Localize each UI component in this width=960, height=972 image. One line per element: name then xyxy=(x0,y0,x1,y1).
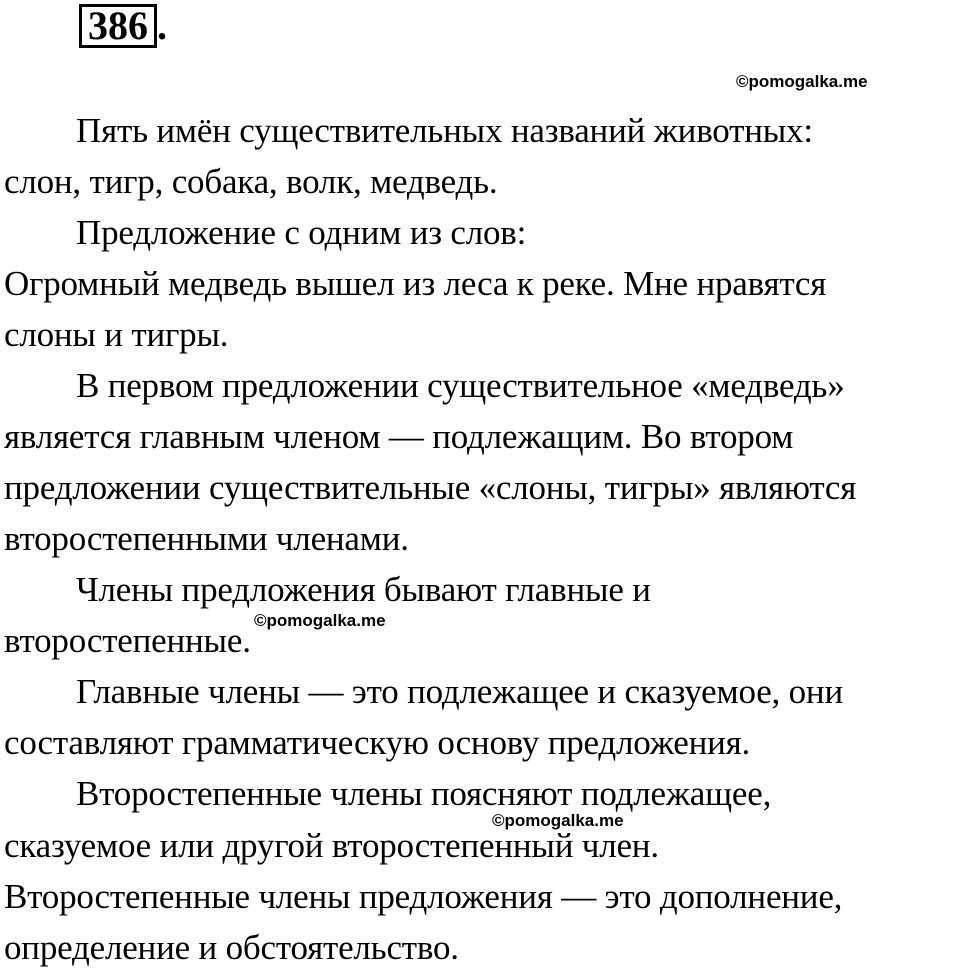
text-line-3: Предложение с одним из слов: xyxy=(76,213,527,252)
text-line-7: является главным членом — подлежащим. Во втором xyxy=(4,417,794,456)
text-line-13: составляют грамматическую основу предложения. xyxy=(4,723,751,762)
text-line-15: сказуемое или другой второстепенный член. xyxy=(4,826,659,865)
text-line-1: Пять имён существительных названий животных: xyxy=(76,111,813,150)
text-line-14: Второстепенные члены поясняют подлежащее, xyxy=(76,774,772,813)
watermark-top: ©pomogalka.me xyxy=(736,72,868,91)
task-number-dot: . xyxy=(157,3,167,48)
task-number xyxy=(79,4,167,48)
text-line-16: Второстепенные члены предложения — это дополнение, xyxy=(4,877,843,916)
text-line-4: Огромный медведь вышел из леса к реке. Мне нравятся xyxy=(4,264,827,303)
text-line-9: второстепенными членами. xyxy=(4,519,409,558)
text-line-12: Главные члены — это подлежащее и сказуемое, они xyxy=(76,672,843,711)
text-line-17: определение и обстоятельство. xyxy=(4,928,459,967)
text-line-10: Члены предложения бывают главные и xyxy=(76,570,651,609)
text-line-5: слоны и тигры. xyxy=(4,315,229,354)
text-line-2: слон, тигр, собака, волк, медведь. xyxy=(4,162,498,201)
text-line-8: предложении существительные «слоны, тигры» являются xyxy=(4,468,857,507)
text-line-6: В первом предложении существительное «медведь» xyxy=(76,366,845,405)
text-line-11: второстепенные. xyxy=(4,621,251,660)
watermark-bottom: ©pomogalka.me xyxy=(492,811,624,830)
watermark-middle: ©pomogalka.me xyxy=(254,611,386,630)
task-number-box: 386 xyxy=(79,4,157,48)
